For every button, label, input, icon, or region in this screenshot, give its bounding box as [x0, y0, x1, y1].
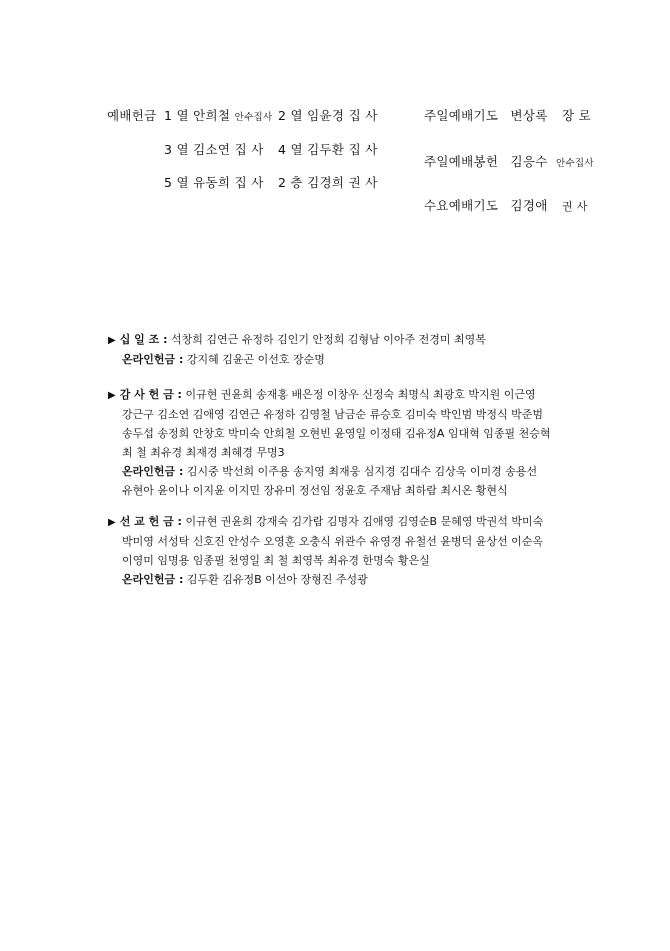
thanks-line-3: 송두섭 송정희 안창호 박미숙 안희철 오현빈 윤영일 이정태 김유정A 임대혁 임종필 천승혁: [122, 427, 551, 440]
prayer-name: 김응수: [510, 154, 548, 169]
prayer-role: 주일예배기도: [424, 108, 499, 123]
prayer-role: 주일예배봉헌: [424, 154, 499, 169]
prayer-title: 장 로: [561, 108, 591, 123]
online-offering-label: 온라인헌금 :: [122, 465, 184, 478]
mission-online-line: [108, 570, 628, 589]
roster-row-3-left: 5 열 유동희 집 사: [164, 175, 264, 190]
triangle-marker-icon: ▶: [108, 517, 116, 528]
prayer-row-1: [424, 106, 591, 124]
thanks-section: [108, 385, 628, 500]
online-names: 강지혜 김윤곤 이선호 장순명: [186, 353, 325, 366]
prayer-role: 수요예배기도: [424, 198, 499, 213]
prayer-row-2: [424, 152, 594, 170]
prayer-name: 김경애: [510, 198, 548, 213]
roster-row-1-right: 2 열 임윤경 집 사: [278, 108, 378, 123]
online-offering-label: 온라인헌금 :: [122, 353, 184, 366]
thanks-online-line-2: 유현아 윤이나 이지윤 이지민 장유미 정선임 정윤호 주재남 최하람 최시온 황현식: [122, 484, 508, 497]
roster-row-2-left: 3 열 김소연 집 사: [164, 142, 264, 157]
thanks-line-2: 강근구 김소연 김애영 김연근 유정하 김영철 남금순 류승호 김미숙 박인범 박정식 박준범: [122, 408, 543, 421]
online-names: 김두환 김유정B 이선아 장형진 주성광: [186, 573, 368, 586]
thanks-line-4: 최 철 최유경 최재경 최혜경 무명3: [122, 446, 285, 459]
roster-row-2-right: 4 열 김두환 집 사: [278, 142, 378, 157]
prayer-name: 변상록: [510, 108, 548, 123]
roster-row-1-title-small: 안수집사: [234, 112, 273, 123]
online-offering-label: 온라인헌금 :: [122, 573, 184, 586]
tithe-names: 석창희 김연근 유정하 김인기 안정희 김형남 이아주 전경미 최영복: [170, 333, 486, 346]
triangle-marker-icon: ▶: [108, 390, 116, 401]
mission-names: 이규현 권윤희 강재숙 김가람 김명자 김애영 김영순B 문혜영 박권석 박미숙: [185, 515, 544, 528]
prayer-title: 안수집사: [555, 158, 594, 169]
triangle-marker-icon: ▶: [108, 335, 116, 346]
thanks-names: 이규현 권윤희 송재홍 배은정 이창우 신정숙 최명식 최광호 박지원 이근영: [185, 388, 536, 401]
thanks-line-1: [108, 385, 628, 405]
tithe-line-1: [108, 330, 628, 350]
mission-line-1: [108, 512, 628, 532]
tithe-label: 십 일 조 :: [119, 333, 168, 346]
prayer-row-3: [424, 196, 588, 214]
prayer-title: 권 사: [561, 200, 588, 213]
thanks-label: 감 사 헌 금 :: [119, 388, 182, 401]
mission-line-2: 박미영 서성탁 신호진 안성수 오영훈 오충식 위관수 유영경 유철선 윤병덕 윤상선 이순옥: [122, 535, 543, 548]
mission-section: [108, 512, 628, 589]
thanks-online-line: [108, 462, 628, 481]
tithe-online-line: [108, 350, 628, 369]
tithe-section: [108, 330, 628, 369]
roster-row-3-right: 2 층 김경희 권 사: [278, 175, 378, 190]
mission-label: 선 교 헌 금 :: [119, 515, 182, 528]
offering-roster-label: 예배헌금: [107, 108, 157, 123]
online-names: 김시중 박선희 이주용 송지영 최재웅 심지경 김대수 김상욱 이미경 송용선: [186, 465, 538, 478]
mission-line-3: 이영미 임명용 임종필 천영일 최 철 최영복 최유경 한명숙 황은실: [122, 554, 430, 567]
roster-row-1-left: 1 열 안희철 안수집사: [164, 108, 273, 123]
